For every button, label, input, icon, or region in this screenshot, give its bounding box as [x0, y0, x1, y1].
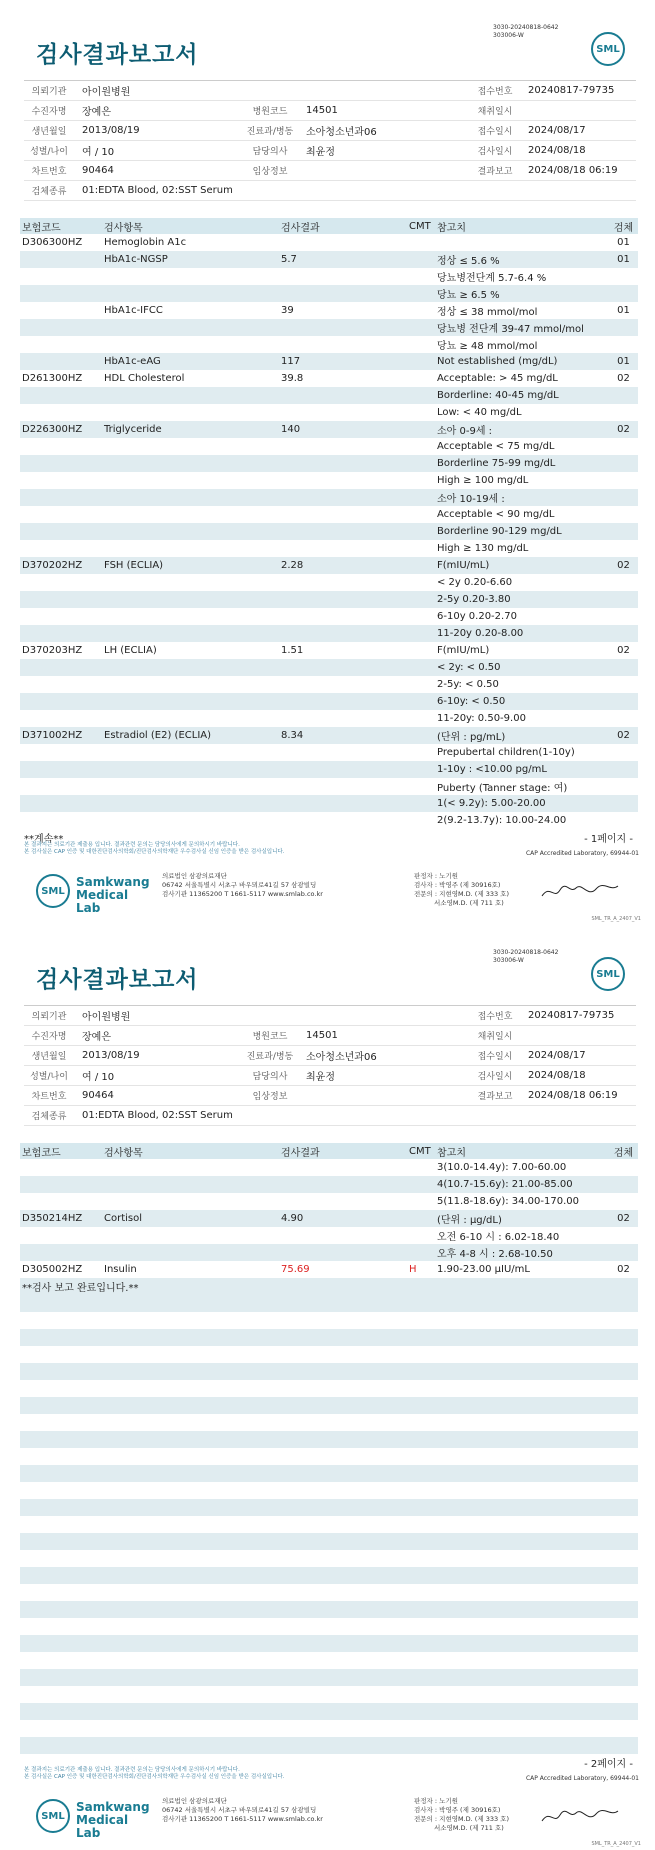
table-row [20, 1159, 638, 1176]
empty-row [20, 1737, 638, 1754]
cell-reference: < 2y: < 0.50 [437, 662, 501, 673]
cell-reference: 5(11.8-18.6y): 34.00-170.00 [437, 1196, 579, 1207]
page-number: - 1페이지 - [584, 834, 633, 845]
label: 결과보고 [477, 167, 513, 177]
value: 90464 [82, 165, 114, 176]
signatories: 판정자 : 노기원 검사자 : 박영주 (제 30916호) 전문의 : 지현영M.D. (제 333 호) 서소영M.D. (제 711 호) [414, 1797, 509, 1832]
sml-footer-logo [36, 1795, 150, 1840]
value: 여 / 10 [82, 1072, 115, 1083]
disclaimer: 본 결과지는 의료기관 제출용 입니다. 결과관련 문의는 담당의사에게 문의하시기 바랍니다. 본 검사실은 CAP 인증 및 대한진단검사의학회/진단검사의학재단 우수검사실 신임 인증을 받은 검사실입니다. [24, 1767, 285, 1780]
empty-row [20, 1601, 638, 1618]
report-title: 검사결과보고서 [36, 42, 199, 68]
cell-item: HbA1c-IFCC [104, 305, 163, 316]
label: 접수번호 [477, 87, 513, 97]
cell-reference: (단위 : μg/dL) [437, 1215, 502, 1226]
cell-result: 39 [281, 305, 294, 316]
value: 아이원병원 [82, 1012, 131, 1023]
table-row [20, 761, 638, 778]
table-row [20, 812, 638, 829]
cell-code: D350214HZ [22, 1213, 83, 1224]
cell-reference: 11-20y 0.20-8.00 [437, 628, 524, 639]
table-row [20, 353, 638, 370]
sml-logo-icon: SML [36, 1799, 70, 1833]
cell-reference: 당뇨 ≥ 6.5 % [437, 290, 500, 301]
table-row [20, 251, 638, 268]
cell-reference: High ≥ 130 mg/dL [437, 543, 529, 554]
cell-item: Insulin [104, 1264, 137, 1275]
label: 검사일시 [477, 147, 513, 157]
table-row [20, 1176, 638, 1193]
report-title: 검사결과보고서 [36, 967, 199, 993]
header-code: 보험코드 [22, 222, 61, 234]
header-result: 검사결과 [281, 222, 320, 234]
cell-item: LH (ECLIA) [104, 645, 157, 656]
cell-reference: F(mIU/mL) [437, 645, 490, 656]
empty-row [20, 1363, 638, 1380]
cell-specimen: 02 [617, 560, 630, 571]
table-row [20, 438, 638, 455]
label: 검체종류 [31, 1112, 67, 1122]
table-row [20, 557, 638, 574]
label: 접수일시 [477, 127, 513, 137]
table-row [20, 1193, 638, 1210]
cell-item: HDL Cholesterol [104, 373, 185, 384]
report-page-2 [0, 925, 655, 1850]
table-row [20, 1227, 638, 1244]
cell-specimen: 01 [617, 254, 630, 265]
table-header [20, 218, 638, 234]
cell-reference: Low: < 40 mg/dL [437, 407, 522, 418]
cell-code: D370203HZ [22, 645, 83, 656]
cell-reference: 1-10y : <10.00 pg/mL [437, 764, 547, 775]
empty-row [20, 1720, 638, 1737]
value: 14501 [306, 1030, 338, 1041]
cell-reference: 2-5y: < 0.50 [437, 679, 499, 690]
empty-row [20, 1635, 638, 1652]
empty-row [20, 1295, 638, 1312]
cell-reference: 당뇨 ≥ 48 mmol/mol [437, 341, 538, 352]
table-row [20, 676, 638, 693]
cell-reference: F(mIU/mL) [437, 560, 490, 571]
cell-reference: 11-20y: 0.50-9.00 [437, 713, 526, 724]
value: 2013/08/19 [82, 125, 140, 136]
cell-reference: 당뇨병전단계 5.7-6.4 % [437, 273, 547, 284]
label: 접수일시 [477, 1052, 513, 1062]
cell-specimen: 02 [617, 730, 630, 741]
cell-code: D371002HZ [22, 730, 83, 741]
table-row [20, 523, 638, 540]
cell-reference: 2(9.2-13.7y): 10.00-24.00 [437, 815, 567, 826]
value: 01:EDTA Blood, 02:SST Serum [82, 185, 233, 196]
table-row [20, 1244, 638, 1261]
empty-row [20, 1397, 638, 1414]
cell-reference: Borderline 90-129 mg/dL [437, 526, 562, 537]
cell-result: 4.90 [281, 1213, 304, 1224]
cell-reference: (단위 : pg/mL) [437, 732, 506, 743]
empty-row [20, 1465, 638, 1482]
label: 담당의사 [252, 147, 288, 157]
empty-row [20, 1669, 638, 1686]
value: 소아청소년과06 [306, 1052, 377, 1063]
empty-row [20, 1703, 638, 1720]
empty-row [20, 1312, 638, 1329]
cell-cmt: H [409, 1264, 417, 1275]
value: 여 / 10 [82, 147, 115, 158]
value: 90464 [82, 1090, 114, 1101]
empty-row [20, 1584, 638, 1601]
value: 2024/08/18 [528, 145, 586, 156]
label: 의뢰기관 [31, 87, 67, 97]
label: 진료과/병동 [246, 127, 294, 137]
cap-accreditation: CAP Accredited Laboratory, 69944-01 [525, 1775, 639, 1782]
table-row [20, 336, 638, 353]
header-ref: 참고치 [437, 222, 466, 234]
results-table-page-1 [20, 218, 638, 829]
cell-result: 39.8 [281, 373, 304, 384]
version-code: SML_TR_A_2407_V1 [591, 916, 641, 922]
table-row [20, 1261, 638, 1278]
value: 최윤정 [306, 1072, 335, 1083]
table-row [20, 608, 638, 625]
label: 생년월일 [31, 1052, 67, 1062]
cell-code: D261300HZ [22, 373, 83, 384]
cell-code: D226300HZ [22, 424, 83, 435]
label: 임상정보 [252, 167, 288, 177]
table-header [20, 1143, 638, 1159]
table-row [20, 540, 638, 557]
cell-specimen: 01 [617, 305, 630, 316]
patient-info [24, 80, 636, 201]
sml-logo: SML [591, 32, 625, 66]
empty-row [20, 1550, 638, 1567]
table-row [20, 659, 638, 676]
cell-result: 1.51 [281, 645, 304, 656]
empty-row [20, 1431, 638, 1448]
cell-item: HbA1c-NGSP [104, 254, 168, 265]
document-code: 3030-20240818-0642 303006-W [493, 24, 559, 39]
value: 2024/08/18 06:19 [528, 1090, 618, 1101]
cell-reference: 6-10y 0.20-2.70 [437, 611, 517, 622]
value: 14501 [306, 105, 338, 116]
cell-reference: 오후 4-8 시 : 2.68-10.50 [437, 1249, 553, 1260]
cap-accreditation: CAP Accredited Laboratory, 69944-01 [525, 850, 639, 857]
cell-item: HbA1c-eAG [104, 356, 161, 367]
header-item: 검사항목 [104, 1147, 143, 1159]
cell-reference: High ≥ 100 mg/dL [437, 475, 529, 486]
cell-item: Cortisol [104, 1213, 143, 1224]
empty-row [20, 1482, 638, 1499]
document-code: 3030-20240818-0642 303006-W [493, 949, 559, 964]
results-table-page-2 [20, 1143, 638, 1771]
table-row [20, 455, 638, 472]
lab-address: 의료법인 삼광의료재단 06742 서울특별시 서초구 바우뫼로41길 57 삼광빌딩 검사기관 11365200 T 1661-5117 www.smlab.co.kr [162, 1797, 323, 1823]
header-cmt: CMT [409, 220, 431, 232]
cell-reference: 소아 0-9세 : [437, 426, 493, 437]
cell-code: D305002HZ [22, 1264, 83, 1275]
empty-row [20, 1686, 638, 1703]
label: 채취일시 [477, 1032, 513, 1042]
cell-reference: Not established (mg/dL) [437, 356, 558, 367]
sml-logo-icon: SML [36, 874, 70, 908]
table-row [20, 387, 638, 404]
label: 접수번호 [477, 1012, 513, 1022]
label: 채취일시 [477, 107, 513, 117]
brand-name: Samkwang Medical Lab [76, 875, 150, 915]
label: 생년월일 [31, 127, 67, 137]
label: 병원코드 [252, 107, 288, 117]
header-ref: 참고치 [437, 1147, 466, 1159]
table-row [20, 642, 638, 659]
empty-row [20, 1652, 638, 1669]
label: 병원코드 [252, 1032, 288, 1042]
disclaimer: 본 결과지는 의료기관 제출용 입니다. 결과관련 문의는 담당의사에게 문의하시기 바랍니다. 본 검사실은 CAP 인증 및 대한진단검사의학회/진단검사의학재단 우수검사실 신임 인증을 받은 검사실입니다. [24, 842, 285, 855]
brand-name: Samkwang Medical Lab [76, 1800, 150, 1840]
table-row [20, 1278, 638, 1295]
patient-info [24, 1005, 636, 1126]
cell-item: Triglyceride [104, 424, 162, 435]
empty-row [20, 1516, 638, 1533]
value: 2013/08/19 [82, 1050, 140, 1061]
cell-specimen: 02 [617, 1264, 630, 1275]
cell-reference: Acceptable < 75 mg/dL [437, 441, 555, 452]
table-row [20, 727, 638, 744]
table-row [20, 268, 638, 285]
cell-item: Estradiol (E2) (ECLIA) [104, 730, 212, 741]
label: 임상정보 [252, 1092, 288, 1102]
cell-reference: 3(10.0-14.4y): 7.00-60.00 [437, 1162, 567, 1173]
cell-reference: Acceptable < 90 mg/dL [437, 509, 555, 520]
table-row [20, 778, 638, 795]
value: 20240817-79735 [528, 1010, 615, 1021]
table-row [20, 693, 638, 710]
cell-reference: < 2y 0.20-6.60 [437, 577, 513, 588]
continue-text: **계속** [24, 834, 64, 845]
value: 아이원병원 [82, 87, 131, 98]
page-number: - 2페이지 - [584, 1759, 633, 1770]
sml-logo: SML [591, 957, 625, 991]
table-row [20, 489, 638, 506]
value: 장예은 [82, 1032, 111, 1043]
cell-result: 140 [281, 424, 301, 435]
empty-row [20, 1567, 638, 1584]
empty-row [20, 1618, 638, 1635]
empty-row [20, 1533, 638, 1550]
value: 2024/08/18 06:19 [528, 165, 618, 176]
cell-reference: 4(10.7-15.6y): 21.00-85.00 [437, 1179, 573, 1190]
header-spec: 검체 [613, 222, 634, 234]
cell-result: 8.34 [281, 730, 304, 741]
header-spec: 검체 [613, 1147, 634, 1159]
cell-reference: Acceptable: > 45 mg/dL [437, 373, 558, 384]
cell-reference: Borderline 75-99 mg/dL [437, 458, 556, 469]
sml-footer-logo [36, 870, 150, 915]
label: 담당의사 [252, 1072, 288, 1082]
header-cmt: CMT [409, 1145, 431, 1157]
cell-item: FSH (ECLIA) [104, 560, 164, 571]
label: 성별/나이 [30, 147, 68, 157]
cell-reference: Borderline: 40-45 mg/dL [437, 390, 559, 401]
empty-row [20, 1380, 638, 1397]
cell-specimen: 01 [617, 356, 630, 367]
cell-reference: 소아 10-19세 : [437, 494, 505, 505]
cell-item: Hemoglobin A1c [104, 237, 187, 248]
label: 차트번호 [31, 1092, 67, 1102]
value: 소아청소년과06 [306, 127, 377, 138]
cell-reference: 6-10y: < 0.50 [437, 696, 506, 707]
signature-icon [540, 1805, 620, 1827]
cell-specimen: 02 [617, 1213, 630, 1224]
label: 성별/나이 [30, 1072, 68, 1082]
cell-result: 2.28 [281, 560, 304, 571]
table-row [20, 744, 638, 761]
table-row [20, 370, 638, 387]
empty-row [20, 1346, 638, 1363]
empty-row [20, 1448, 638, 1465]
report-complete-text: **검사 보고 완료입니다.** [22, 1283, 139, 1294]
value: 2024/08/17 [528, 125, 586, 136]
cell-reference: 오전 6-10 시 : 6.02-18.40 [437, 1232, 560, 1243]
label: 진료과/병동 [246, 1052, 294, 1062]
value: 최윤정 [306, 147, 335, 158]
empty-row [20, 1414, 638, 1431]
table-row [20, 234, 638, 251]
table-row [20, 506, 638, 523]
header-code: 보험코드 [22, 1147, 61, 1159]
signatories: 판정자 : 노기원 검사자 : 박영주 (제 30916호) 전문의 : 지현영M.D. (제 333 호) 서소영M.D. (제 711 호) [414, 872, 509, 907]
cell-reference: 당뇨병 전단계 39-47 mmol/mol [437, 324, 584, 335]
table-row [20, 421, 638, 438]
cell-code: D306300HZ [22, 237, 83, 248]
label: 수진자명 [31, 1032, 67, 1042]
table-row [20, 591, 638, 608]
label: 수진자명 [31, 107, 67, 117]
cell-reference: Puberty (Tanner stage: 여) [437, 783, 568, 794]
cell-code: D370202HZ [22, 560, 83, 571]
cell-result: 75.69 [281, 1264, 310, 1275]
cell-reference: 정상 ≤ 5.6 % [437, 256, 500, 267]
cell-reference: Prepubertal children(1-10y) [437, 747, 575, 758]
cell-result: 5.7 [281, 254, 297, 265]
label: 검사일시 [477, 1072, 513, 1082]
header-item: 검사항목 [104, 222, 143, 234]
cell-reference: 2-5y 0.20-3.80 [437, 594, 511, 605]
cell-reference: 1.90-23.00 μIU/mL [437, 1264, 530, 1275]
table-row [20, 574, 638, 591]
value: 20240817-79735 [528, 85, 615, 96]
table-row [20, 285, 638, 302]
value: 01:EDTA Blood, 02:SST Serum [82, 1110, 233, 1121]
cell-specimen: 02 [617, 645, 630, 656]
table-row [20, 710, 638, 727]
value: 장예은 [82, 107, 111, 118]
label: 차트번호 [31, 167, 67, 177]
table-row [20, 1210, 638, 1227]
cell-specimen: 02 [617, 373, 630, 384]
table-row [20, 302, 638, 319]
table-row [20, 319, 638, 336]
signature-icon [540, 880, 620, 902]
table-row [20, 472, 638, 489]
version-code: SML_TR_A_2407_V1 [591, 1841, 641, 1847]
empty-row [20, 1329, 638, 1346]
label: 결과보고 [477, 1092, 513, 1102]
lab-address: 의료법인 삼광의료재단 06742 서울특별시 서초구 바우뫼로41길 57 삼광빌딩 검사기관 11365200 T 1661-5117 www.smlab.co.kr [162, 872, 323, 898]
table-row [20, 625, 638, 642]
value: 2024/08/17 [528, 1050, 586, 1061]
label: 의뢰기관 [31, 1012, 67, 1022]
cell-result: 117 [281, 356, 301, 367]
header-result: 검사결과 [281, 1147, 320, 1159]
label: 검체종류 [31, 187, 67, 197]
cell-specimen: 01 [617, 237, 630, 248]
table-row [20, 404, 638, 421]
table-row [20, 795, 638, 812]
cell-specimen: 02 [617, 424, 630, 435]
cell-reference: 정상 ≤ 38 mmol/mol [437, 307, 538, 318]
empty-row [20, 1499, 638, 1516]
value: 2024/08/18 [528, 1070, 586, 1081]
cell-reference: 1(< 9.2y): 5.00-20.00 [437, 798, 546, 809]
